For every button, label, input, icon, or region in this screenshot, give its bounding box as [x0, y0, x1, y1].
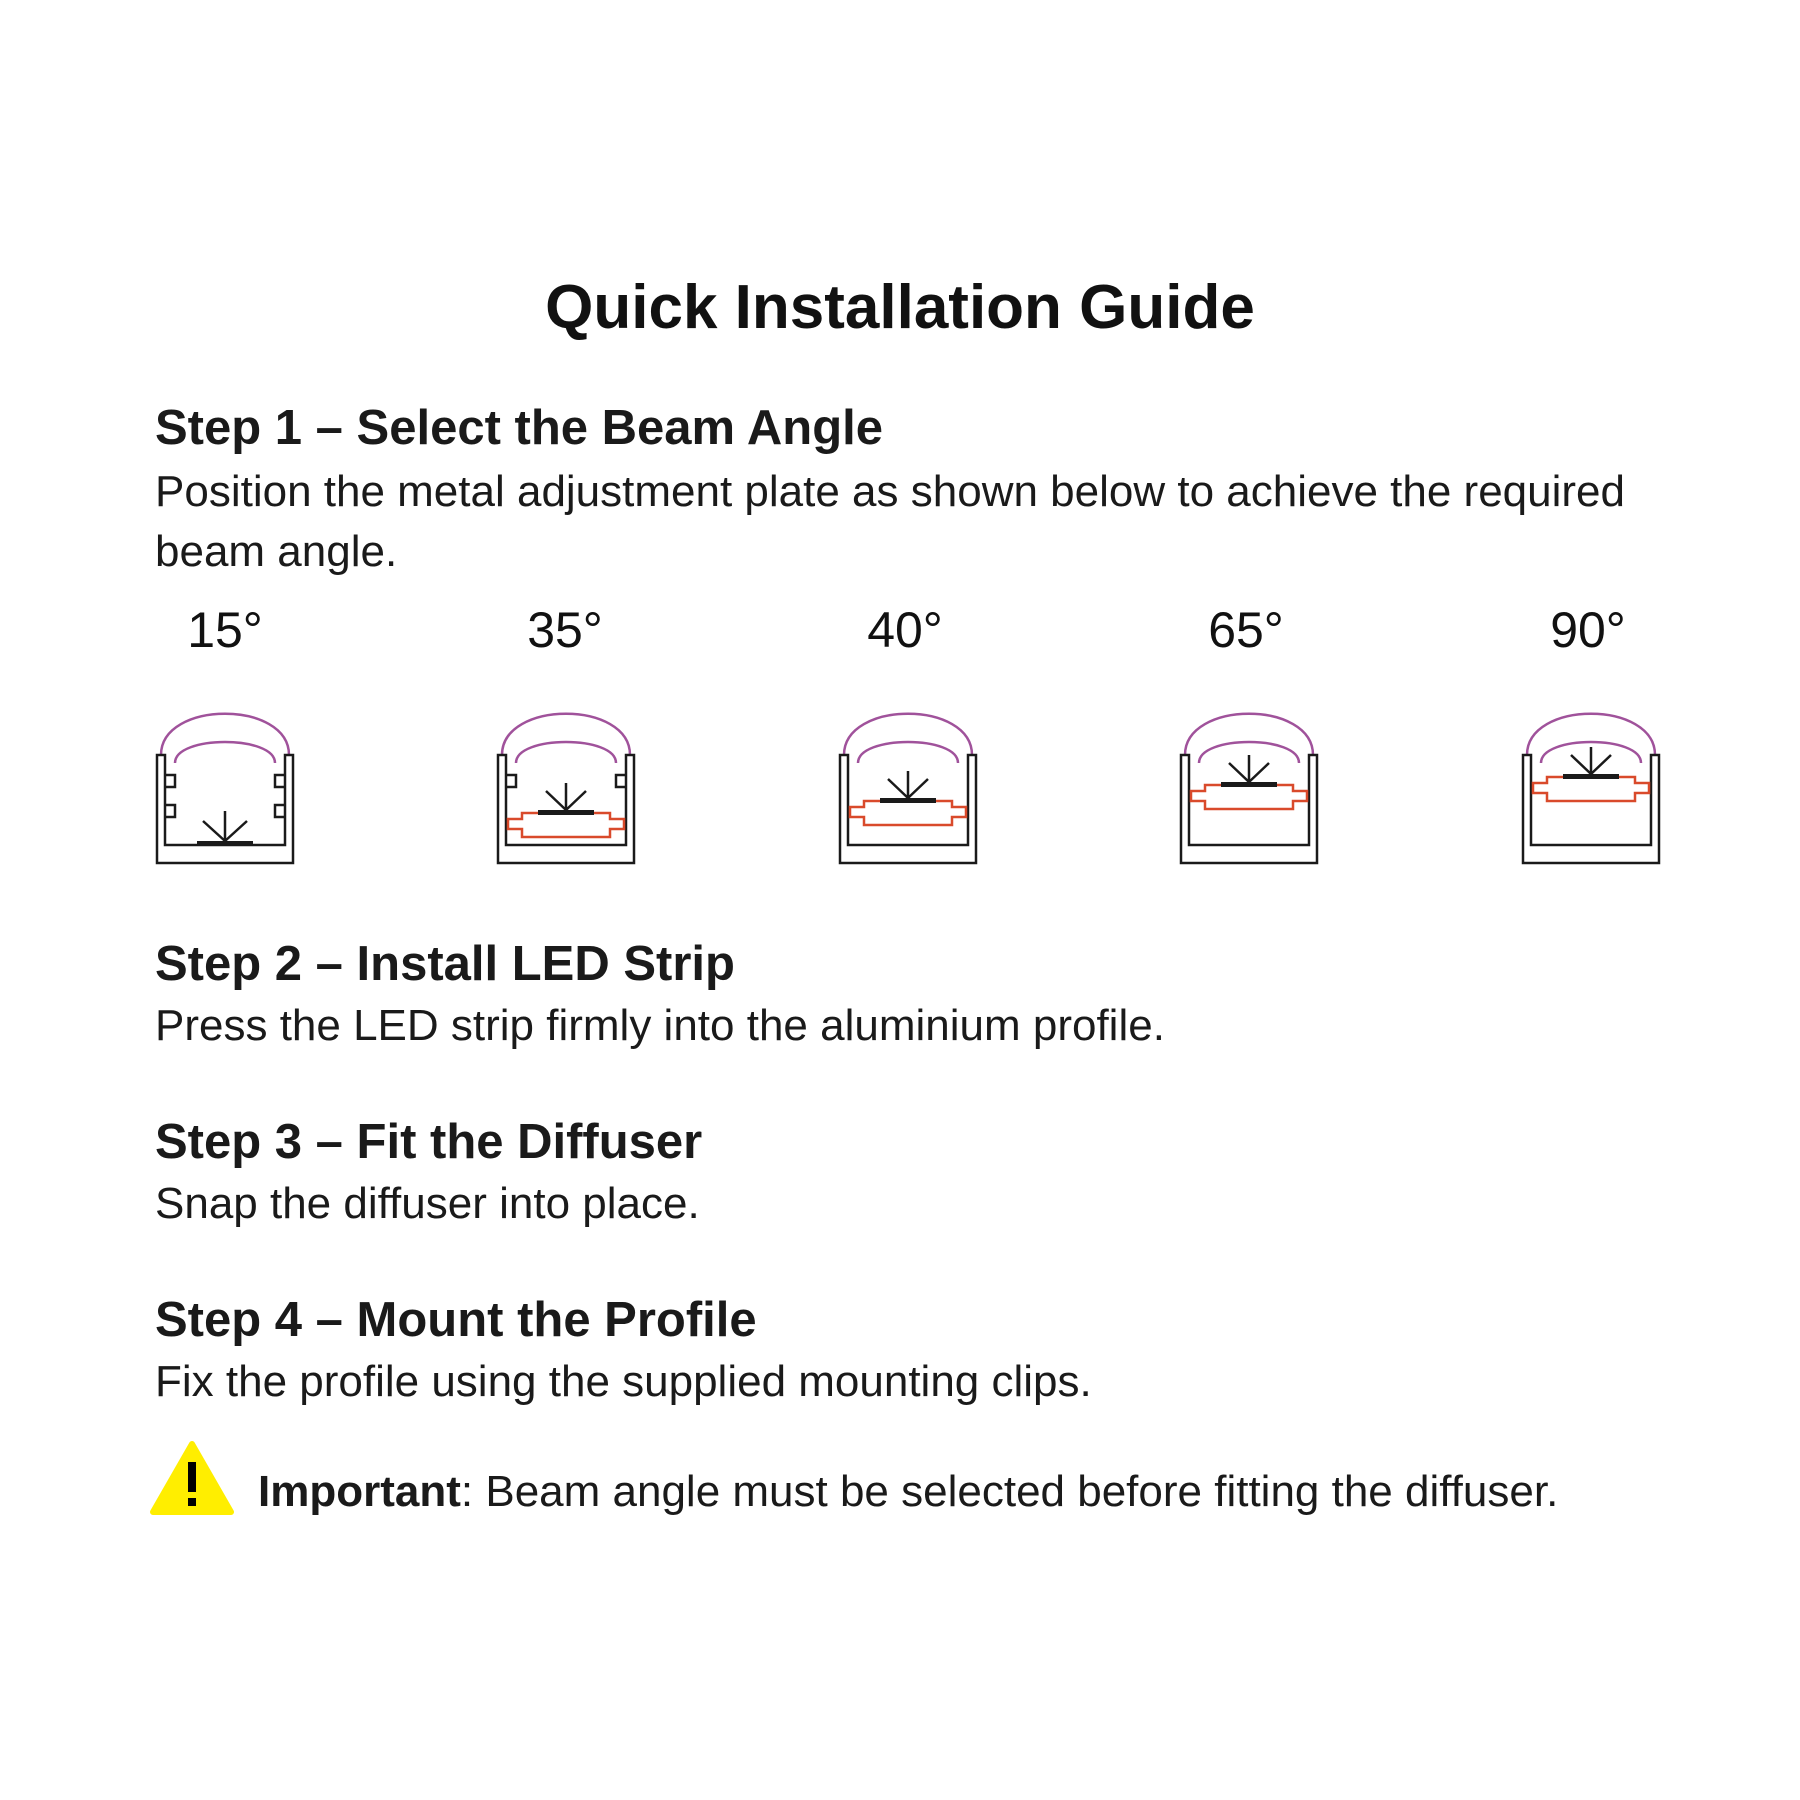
- page-title: Quick Installation Guide: [545, 273, 1255, 342]
- profile-diagram-90: [1517, 695, 1665, 875]
- warning-icon: [150, 1440, 234, 1516]
- step-4-heading: Step 4 – Mount the Profile: [155, 1293, 757, 1347]
- step-2-heading: Step 2 – Install LED Strip: [155, 937, 735, 991]
- step-3-heading: Step 3 – Fit the Diffuser: [155, 1115, 703, 1169]
- important-label: Important: [258, 1467, 461, 1516]
- important-message: : Beam angle must be selected before fitting the diffuser.: [460, 1467, 1559, 1516]
- step-1-text: Position the metal adjustment plate as shown below to achieve the required beam angle.: [155, 467, 1625, 576]
- beam-angle-label-90: 90°: [1550, 602, 1626, 658]
- beam-angle-label-40: 40°: [867, 602, 943, 658]
- profile-diagram-40: [834, 695, 982, 875]
- step-2-text: Press the LED strip firmly into the aluminium profile.: [155, 1001, 1165, 1050]
- profile-diagram-35: [492, 695, 640, 875]
- step-3-text: Snap the diffuser into place.: [155, 1179, 700, 1228]
- profile-diagram-65: [1175, 695, 1323, 875]
- beam-angle-label-15: 15°: [187, 602, 263, 658]
- important-note-text: [258, 1462, 1558, 1522]
- beam-angle-label-35: 35°: [527, 602, 603, 658]
- profile-diagram-15: [151, 695, 299, 875]
- beam-angle-label-65: 65°: [1208, 602, 1284, 658]
- step-1-heading: Step 1 – Select the Beam Angle: [155, 401, 883, 455]
- step-4-text: Fix the profile using the supplied mounting clips.: [155, 1357, 1092, 1406]
